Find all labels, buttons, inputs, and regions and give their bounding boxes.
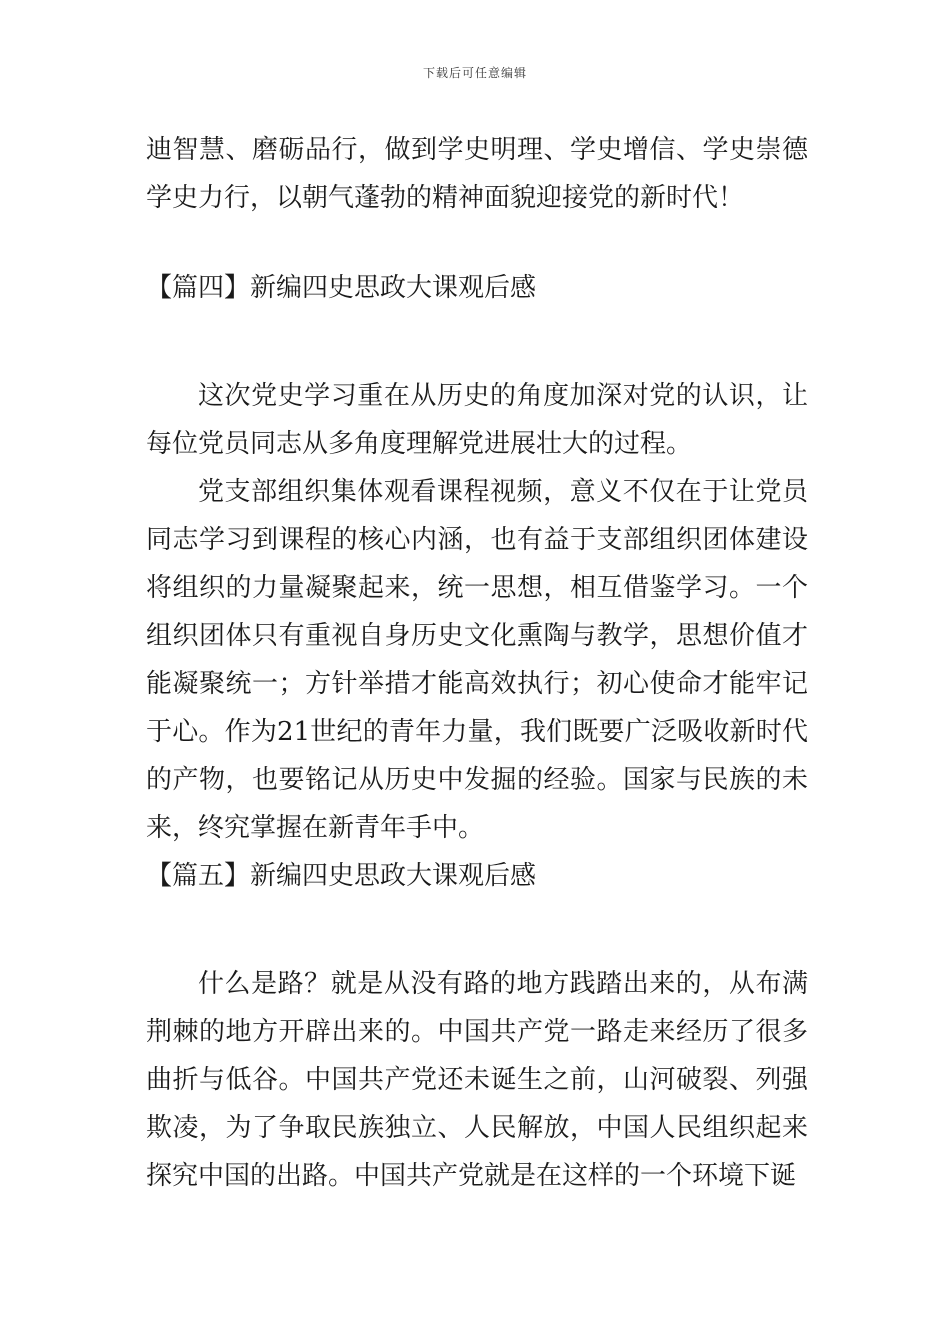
continuation-paragraph: 迪智慧、磨砺品行，做到学史明理、学史增信、学史崇德学史力行，以朝气蓬勃的精神面貌迎接党的新时代！ [146,135,808,213]
section-heading-part4: 【篇四】新编四史思政大课观后感 [146,273,537,303]
part4-paragraph-1: 这次党史学习重在从历史的角度加深对党的认识，让每位党员同志从多角度理解党进展壮大的过程。 [146,381,808,459]
spacer [146,312,808,372]
section-heading-part5: 【篇五】新编四史思政大课观后感 [146,861,537,891]
part4-paragraph-2: 党支部组织集体观看课程视频，意义不仅在于让党员同志学习到课程的核心内涵，也有益于支部组织团体建设将组织的力量凝聚起来，统一思想，相互借鉴学习。一个组织团体只有重视自身历史文化熏陶与教学，思想价值才能凝聚统一；方针举措才能高效执行；初心使命才能牢记于心。作为21世纪的青年力量，我们既要广泛吸收新时代的产物，也要铭记从历史中发掘的经验。国家与民族的未来，终究掌握在新青年手中。 [146,477,808,843]
spacer [146,900,808,960]
document-body [146,126,808,1200]
page-header-note: 下载后可任意编辑 [422,66,527,80]
part5-paragraph-1: 什么是路？就是从没有路的地方践踏出来的，从布满荆棘的地方开辟出来的。中国共产党一路走来经历了很多曲折与低谷。中国共产党还未诞生之前，山河破裂、列强欺凌，为了争取民族独立、人民解放，中国人民组织起来探究中国的出路。中国共产党就是在这样的一个环境下诞 [146,969,808,1191]
